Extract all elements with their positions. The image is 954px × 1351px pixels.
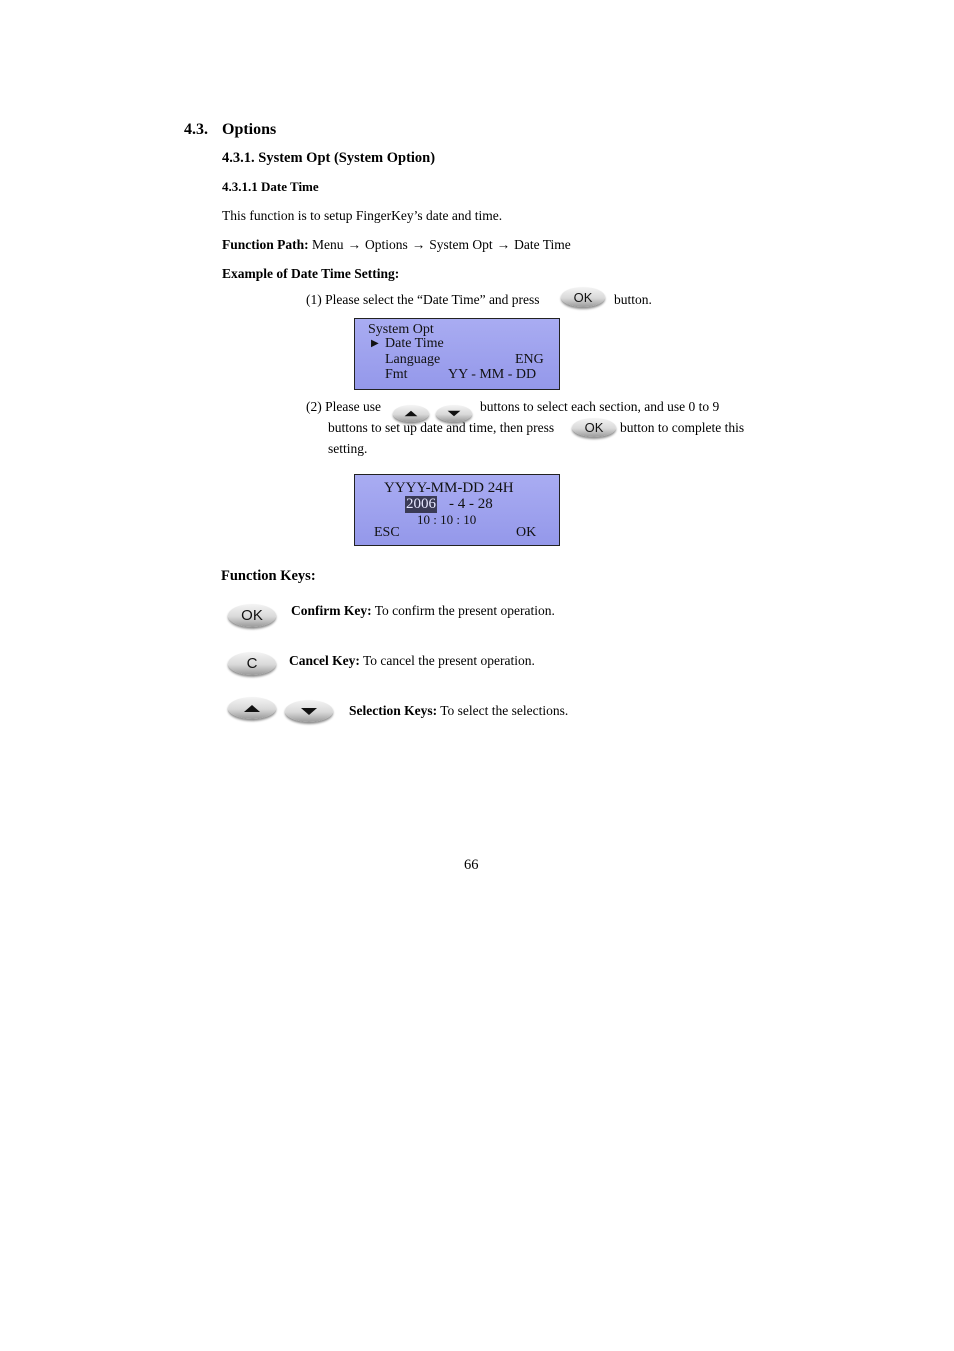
function-keys-heading: Function Keys: <box>221 568 316 584</box>
section-number: 4.3. <box>184 121 208 138</box>
lcd-time: 10 : 10 : 10 <box>417 512 477 527</box>
function-path <box>222 237 571 253</box>
step2-text: (2) Please use <box>306 399 381 414</box>
page-number: 66 <box>464 857 479 873</box>
path-step: System Opt <box>429 237 493 252</box>
step2-line2: buttons to set up date and time, then press <box>328 420 555 435</box>
path-step: Options <box>365 237 408 252</box>
lcd-language-value: ENG <box>515 352 544 367</box>
lcd-title: System Opt <box>368 322 434 337</box>
lcd-menu-language: Language <box>385 352 441 367</box>
arrow-right-icon: → <box>347 237 362 252</box>
lcd-format-header: YYYY-MM-DD 24H <box>384 480 514 496</box>
ok-key-icon: OK <box>572 418 616 437</box>
lcd-date-rest: - 4 - 28 <box>449 496 493 512</box>
subsection-title: System Opt (System Option) <box>258 150 436 166</box>
step1-after: button. <box>614 292 652 307</box>
ok-key-icon: OK <box>561 287 605 307</box>
step1-text: (1) Please select the “Date Time” and press <box>306 292 540 307</box>
function-path-label: Function Path: <box>222 237 309 252</box>
down-key-icon <box>285 700 333 722</box>
selection-keys-desc: Selection Keys: To select the selections. <box>349 703 569 718</box>
c-key-icon: C <box>228 652 276 675</box>
caret-right-icon: ▶ <box>371 338 379 349</box>
lcd-year-field: 2006 <box>406 496 436 512</box>
example-heading: Example of Date Time Setting: <box>222 266 400 281</box>
lcd-fmt-value: YY - MM - DD <box>448 367 537 382</box>
lcd-date-time <box>354 474 560 546</box>
ok-key-icon: OK <box>228 604 276 627</box>
lcd-menu-date-time: Date Time <box>385 336 444 351</box>
arrow-right-icon: → <box>496 237 511 252</box>
lcd-ok: OK <box>516 525 537 540</box>
confirm-key-desc: Confirm Key: To confirm the present operation. <box>291 603 555 618</box>
path-step: Date Time <box>514 237 571 252</box>
path-step: Menu <box>312 237 344 252</box>
cancel-key-desc: Cancel Key: To cancel the present operation. <box>289 653 535 668</box>
subsection-heading <box>222 150 435 167</box>
lcd-menu-fmt: Fmt <box>385 367 408 382</box>
subsection-number: 4.3.1. <box>222 150 255 166</box>
intro-text: This function is to setup FingerKey’s date and time. <box>222 208 503 223</box>
step2-after: buttons to select each section, and use 0 to 9 <box>480 399 720 414</box>
step2-line2-after: button to complete this <box>620 420 745 435</box>
arrow-right-icon: → <box>411 237 426 252</box>
lcd-system-opt <box>354 318 560 390</box>
section-title: Options <box>222 121 277 138</box>
lcd-esc: ESC <box>374 525 400 540</box>
step2-line3: setting. <box>328 441 368 456</box>
subsubsection-title: 4.3.1.1 Date Time <box>222 179 319 194</box>
up-key-icon <box>228 697 276 719</box>
